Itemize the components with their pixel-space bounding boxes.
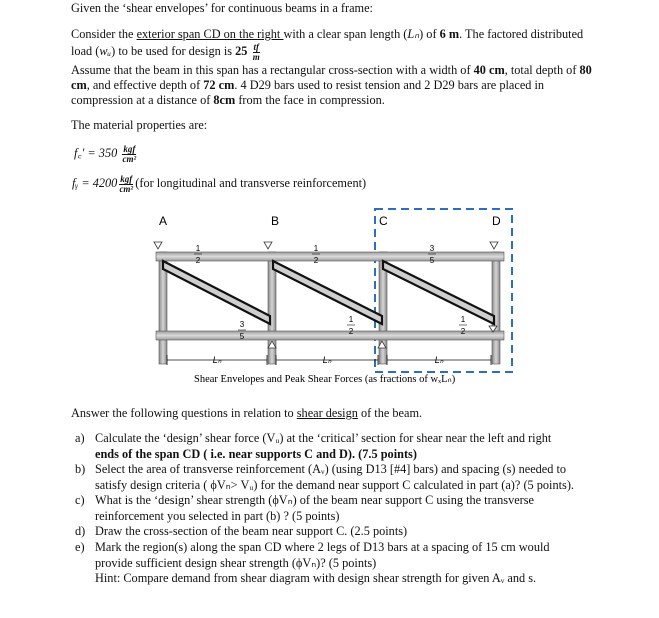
question-d [75, 524, 625, 540]
span-cd-link: exterior span CD on the right [136, 27, 284, 41]
intro-text: ) to be used for design is [111, 44, 236, 58]
cover-value: 8cm [213, 93, 236, 107]
support-icon [264, 242, 272, 249]
shear-envelope-cd [383, 261, 494, 324]
question-label: c) [75, 493, 85, 507]
fraction-num: 1 [460, 315, 466, 324]
shear-envelope-figure [142, 204, 527, 390]
fraction-den: 5 [429, 256, 435, 265]
fraction-den: 2 [313, 256, 319, 265]
heading: Given the ‘shear envelopes’ for continuous beams in a frame: [71, 1, 373, 15]
answer-intro-text: Answer the following questions in relation to [71, 406, 297, 420]
question-b [75, 462, 625, 493]
assume-text: , total depth of [504, 63, 580, 77]
span-length-value: 6 m [439, 27, 460, 41]
assume-text: , and effective depth of [86, 78, 204, 92]
fraction-num: 3 [429, 244, 435, 253]
fy-unit-fraction: $\frac{\text{kgf}}{\text{cm²}}$ [119, 173, 134, 194]
fraction-den: 2 [348, 327, 354, 336]
fy-label: fᵧ = 4200 [72, 176, 118, 190]
question-text: Select the area of transverse reinforcement (Aᵥ) (using D13 [#4] bars) and spacing (s) needed to [95, 462, 567, 476]
question-label: e) [75, 540, 85, 554]
intro-line-1 [71, 27, 583, 42]
fy-line [72, 172, 366, 194]
span-label-bc: Lₙ [322, 355, 332, 365]
depth-unit: cm [71, 78, 87, 92]
question-e [75, 540, 625, 587]
fraction-num: 1 [313, 244, 319, 253]
span-label-cd: Lₙ [434, 355, 444, 365]
fraction-den: 2 [460, 327, 466, 336]
answer-intro-text: of the beam. [357, 406, 423, 420]
span-label-ab: Lₙ [212, 355, 222, 365]
support-icon [154, 242, 162, 249]
assume-text: compression at a distance of [71, 93, 214, 107]
effective-depth-value: 72 cm [203, 78, 235, 92]
question-label: b) [75, 462, 86, 476]
wu-symbol: wᵤ [99, 44, 112, 58]
upper-beam [156, 252, 504, 261]
answer-intro [71, 406, 422, 421]
support-label-c: C [379, 214, 388, 228]
load-unit-fraction: $\frac{tf}{m}$ [252, 41, 260, 62]
support-icon [490, 242, 498, 249]
question-label: a) [75, 431, 85, 445]
assume-line-1 [71, 63, 592, 78]
intro-text: load ( [71, 44, 100, 58]
shear-envelope-bc [273, 261, 382, 324]
support-label-a: A [159, 214, 168, 228]
shear-envelope-ab [163, 261, 270, 324]
question-text: provide sufficient design shear strength (ϕVₙ)? (5 points) [95, 555, 377, 570]
fraction-den: 5 [239, 332, 245, 341]
column-d [492, 252, 500, 364]
assume-line-2 [71, 78, 544, 93]
fc-unit-fraction: $\frac{\text{kgf}}{\text{cm²}}$ [122, 143, 137, 164]
ln-symbol: Lₙ [407, 27, 420, 41]
fraction-num: 3 [239, 320, 245, 329]
intro-text: with a clear span length ( [283, 27, 408, 41]
depth-value: 80 [579, 63, 592, 77]
question-text: Draw the cross-section of the beam near support C. (2.5 points) [95, 524, 408, 538]
fraction-num: 1 [348, 315, 354, 324]
load-value: 25 [235, 44, 248, 58]
question-text: Mark the region(s) along the span CD where 2 legs of D13 bars at a spacing of 15 cm would [95, 540, 550, 554]
intro-line-2 [71, 41, 262, 61]
fy-note: (for longitudinal and transverse reinforcement) [135, 176, 367, 190]
fraction-den: 2 [195, 256, 201, 265]
question-text: What is the ‘design’ shear strength (ϕVₙ) of the beam near support C using the transverse [95, 493, 535, 507]
support-label-b: B [271, 214, 280, 228]
intro-text: Consider the [71, 27, 137, 41]
support-label-d: D [492, 214, 501, 228]
question-label: d) [75, 524, 86, 538]
shear-design-link: shear design [296, 406, 358, 420]
assume-text: from the face in compression. [235, 93, 385, 107]
fc-line [74, 142, 138, 164]
question-text: Hint: Compare demand from shear diagram with design shear strength for given Aᵥ and s. [95, 571, 537, 585]
assume-text: Assume that the beam in this span has a rectangular cross-section with a width of [71, 63, 474, 77]
question-text: ends of the span CD ( i.e. near supports C and D). (7.5 points) [95, 446, 417, 461]
lower-beam [156, 331, 504, 340]
shear-envelopes [163, 261, 494, 324]
intro-text: . The factored distributed [459, 27, 584, 41]
question-c [75, 493, 625, 524]
figure-caption: Shear Envelopes and Peak Shear Forces (as fractions of wₓLₙ) [194, 374, 456, 385]
fc-label: f꜀′ = 350 [74, 146, 118, 160]
assume-text: . 4 D29 bars used to resist tension and 2 D29 bars are placed in [234, 78, 545, 92]
intro-text: ) of [419, 27, 440, 41]
width-value: 40 cm [473, 63, 505, 77]
assume-line-3 [71, 93, 385, 108]
question-a [75, 431, 625, 462]
question-text: reinforcement you selected in part (b) ? (5 points) [95, 508, 340, 523]
question-text: Calculate the ‘design’ shear force (Vᵤ) at the ‘critical’ section for shear near the left and right [95, 431, 552, 445]
question-text: satisfy design criteria ( ϕVₙ> Vᵤ) for the demand near support C calculated in part (a)? (5 points). [95, 477, 574, 492]
materials-title: The material properties are: [71, 118, 208, 132]
fraction-num: 1 [195, 244, 201, 253]
